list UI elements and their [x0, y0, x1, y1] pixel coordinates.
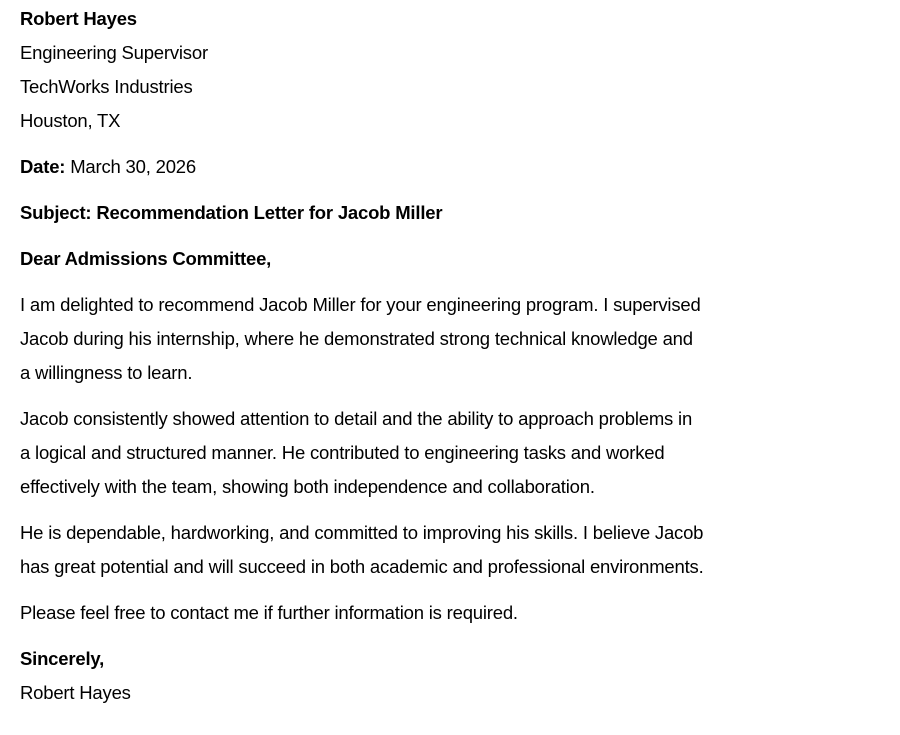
date-label: Date: [20, 156, 66, 177]
paragraph-line: He is dependable, hardworking, and committed to improving his skills. I believe Jacob [20, 522, 704, 543]
sender-location: Houston, TX [20, 110, 121, 131]
sender-title: Engineering Supervisor [20, 42, 208, 63]
paragraph-4 [20, 598, 880, 632]
sender-company: TechWorks Industries [20, 76, 193, 97]
salutation: Dear Admissions Committee, [20, 248, 272, 269]
date-value: March 30, 2026 [70, 156, 196, 177]
paragraph-1 [20, 290, 880, 392]
paragraph-line: I am delighted to recommend Jacob Miller for your engineering program. I supervised [20, 294, 701, 315]
closing: Sincerely, [20, 648, 105, 669]
paragraph-line: Please feel free to contact me if further information is required. [20, 602, 518, 623]
paragraph-line: a logical and structured manner. He contributed to engineering tasks and worked [20, 442, 665, 463]
letter [20, 4, 880, 712]
paragraph-line: a willingness to learn. [20, 362, 193, 383]
paragraph-line: has great potential and will succeed in both academic and professional environments. [20, 556, 704, 577]
sender-name: Robert Hayes [20, 8, 137, 29]
subject-line: Subject: Recommendation Letter for Jacob Miller [20, 202, 443, 223]
paragraph-3 [20, 518, 880, 586]
paragraph-line: effectively with the team, showing both independence and collaboration. [20, 476, 595, 497]
signature: Robert Hayes [20, 682, 131, 703]
date-line [20, 152, 880, 186]
paragraph-line: Jacob consistently showed attention to detail and the ability to approach problems in [20, 408, 693, 429]
paragraph-2 [20, 404, 880, 506]
paragraph-line: Jacob during his internship, where he demonstrated strong technical knowledge and [20, 328, 693, 349]
